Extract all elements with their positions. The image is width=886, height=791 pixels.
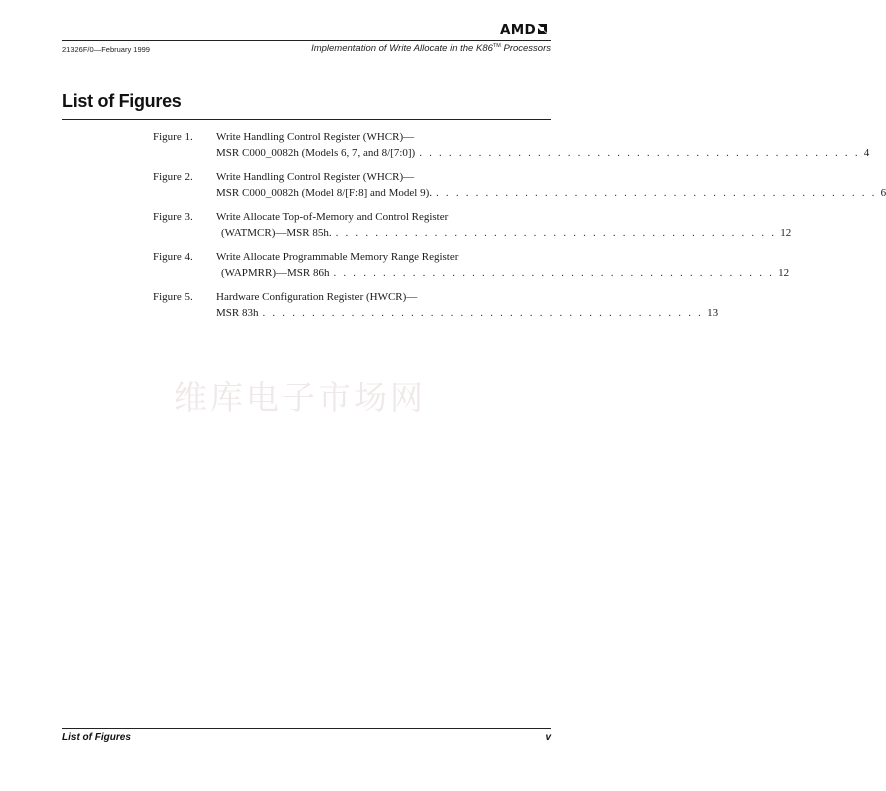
footer-section-title: List of Figures xyxy=(62,732,131,743)
trademark-mark: TM xyxy=(492,43,501,49)
document-title xyxy=(311,43,551,54)
figure-caption-line1: Hardware Configuration Register (HWCR)— xyxy=(216,291,418,303)
figure-page-number: 6 xyxy=(880,187,886,199)
figure-caption-line2-row xyxy=(216,226,792,240)
amd-logo-text: AMD xyxy=(500,22,536,38)
figure-label: Figure 5. xyxy=(153,291,193,303)
figure-label: Figure 3. xyxy=(153,211,193,223)
figure-caption-line2-row xyxy=(216,146,870,160)
figure-page-number: 12 xyxy=(778,267,790,279)
figure-page-number: 13 xyxy=(707,307,719,319)
dot-leader: . . . . . . . . . . . . . . . . . . . . . . . . . . . . . . . . . . . . . . . . . . . . . xyxy=(262,307,704,319)
dot-leader: . . . . . . . . . . . . . . . . . . . . . . . . . . . . . . . . . . . . . . . . . . . . . xyxy=(333,267,775,279)
document-title-text: Implementation of Write Allocate in the K86 xyxy=(311,43,493,54)
figure-caption-line1: Write Handling Control Register (WHCR)— xyxy=(216,131,415,143)
figure-caption-line2: MSR C000_0082h (Model 8/[F:8] and Model 9). xyxy=(216,187,433,199)
document-title-suffix: Processors xyxy=(500,43,551,54)
dot-leader: . . . . . . . . . . . . . . . . . . . . . . . . . . . . . . . . . . . . . . . . . . . . . xyxy=(335,227,777,239)
figure-caption-line2: MSR 83h xyxy=(216,307,259,319)
figure-caption-line1: Write Allocate Top-of-Memory and Control Register xyxy=(216,211,449,223)
figure-caption-line2: (WATMCR)—MSR 85h. xyxy=(221,227,332,239)
footer-page-number: v xyxy=(545,732,551,743)
figure-caption-line1: Write Allocate Programmable Memory Range Register xyxy=(216,251,459,263)
figure-entry-4[interactable] xyxy=(0,250,790,290)
figure-label: Figure 4. xyxy=(153,251,193,263)
figure-label: Figure 1. xyxy=(153,131,193,143)
dot-leader: . . . . . . . . . . . . . . . . . . . . . . . . . . . . . . . . . . . . . . . . . . . . . xyxy=(436,187,877,199)
list-of-figures xyxy=(0,130,886,330)
figure-entry-5[interactable] xyxy=(0,290,719,330)
figure-caption-line1: Write Handling Control Register (WHCR)— xyxy=(216,171,415,183)
dot-leader: . . . . . . . . . . . . . . . . . . . . . . . . . . . . . . . . . . . . . . . . . . . . . xyxy=(419,147,860,159)
heading-rule xyxy=(62,119,551,120)
page-title: List of Figures xyxy=(62,91,182,111)
figure-caption-line2-row xyxy=(216,306,719,320)
document-id: 21326F/0—February 1999 xyxy=(62,45,150,54)
figure-label: Figure 2. xyxy=(153,171,193,183)
watermark: 维库电子市场网 xyxy=(174,378,426,417)
figure-caption-line2-row xyxy=(216,186,886,200)
figure-caption-line2: (WAPMRR)—MSR 86h xyxy=(221,267,330,279)
figure-caption-line2-row xyxy=(216,266,790,280)
amd-arrow-icon xyxy=(537,23,548,35)
amd-logo xyxy=(500,23,552,37)
figure-page-number: 12 xyxy=(780,227,792,239)
figure-entry-2[interactable] xyxy=(0,170,886,210)
figure-page-number: 4 xyxy=(863,147,870,159)
figure-entry-3[interactable] xyxy=(0,210,792,250)
figure-caption-line2: MSR C000_0082h (Models 6, 7, and 8/[7:0]) xyxy=(216,147,416,159)
footer-rule xyxy=(62,728,551,729)
header-rule xyxy=(62,40,551,41)
figure-entry-1[interactable] xyxy=(0,130,870,170)
